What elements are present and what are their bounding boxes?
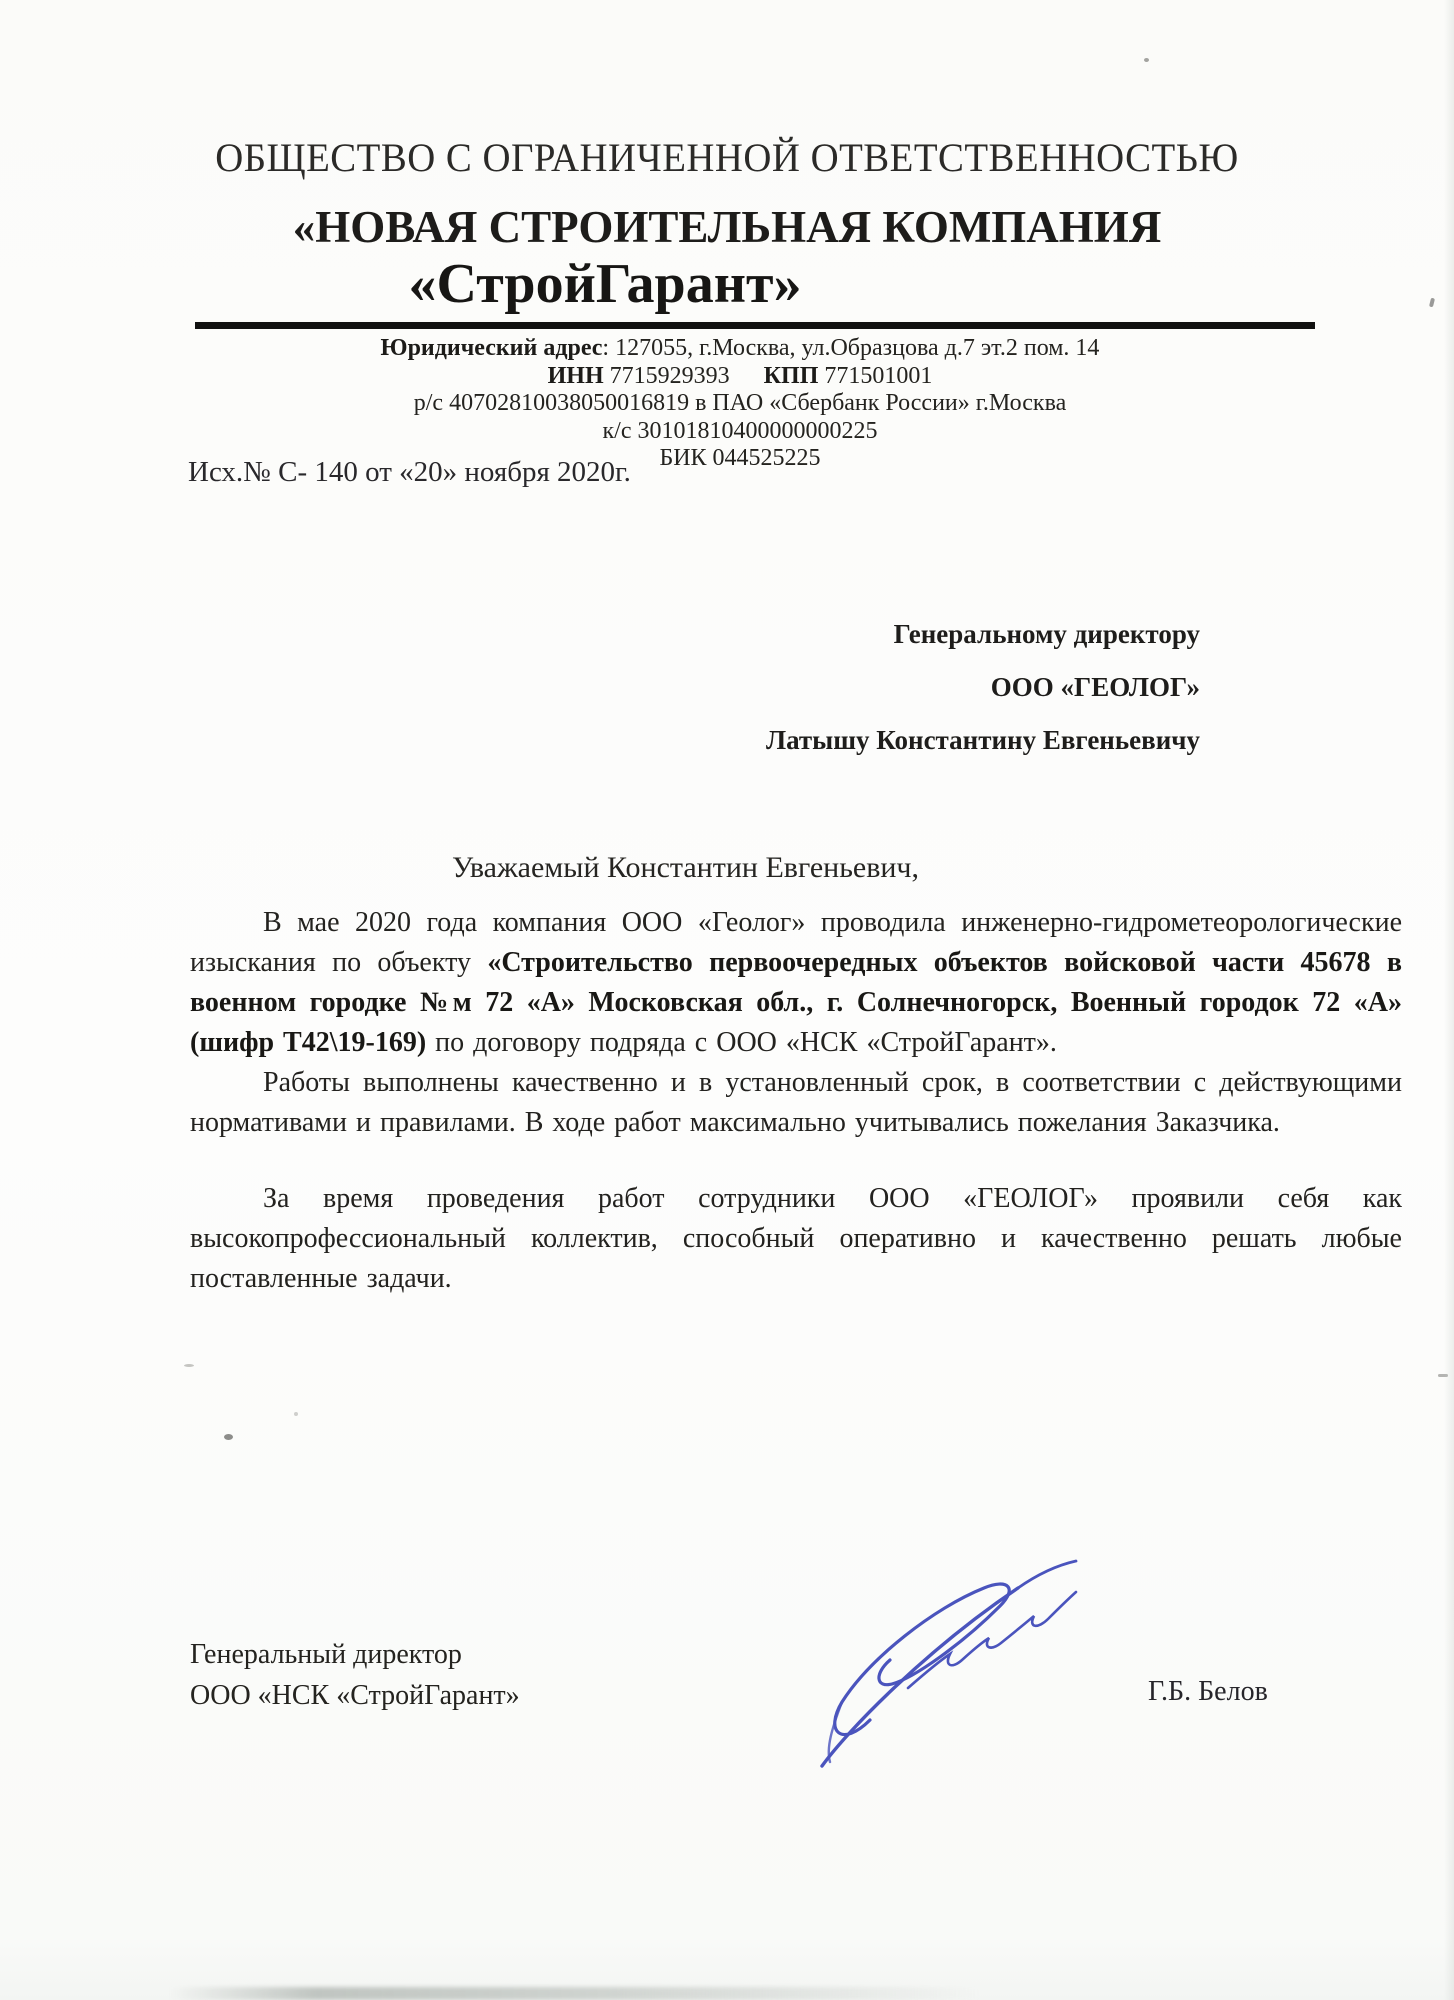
scan-speck (1144, 58, 1149, 62)
settlement-account-line: р/с 40702810038050016819 в ПАО «Сбербанк России» г.Москва (413, 390, 1067, 416)
legal-address-value: : 127055, г.Москва, ул.Образцова д.7 эт.2 пом. 14 (602, 335, 1100, 361)
recipient-block (690, 608, 1200, 767)
company-name-line1: «НОВАЯ СТРОИТЕЛЬНАЯ КОМПАНИЯ (292, 202, 1162, 252)
handwritten-signature-icon (808, 1552, 1108, 1782)
signatory-company: ООО «НСК «СтройГарант» (190, 1680, 520, 1711)
bik-line: БИК 044525225 (659, 445, 821, 471)
inn-value: 7715929393 (603, 362, 730, 389)
letterhead-rule (195, 322, 1315, 329)
recipient-position: Генеральному директору (893, 619, 1200, 649)
paragraph-project-start: В мае 2020 года компания ООО «Геолог» проводила инженерно-гидрометеорологические изыскания по объекту (190, 907, 1402, 978)
legal-address-label: Юридический адрес (380, 335, 603, 361)
signatory-title-block (190, 1634, 520, 1716)
recipient-person: Латышу Константину Евгеньевичу (765, 725, 1200, 755)
scan-speck (1429, 298, 1435, 308)
company-name-line2: «СтройГарант» (408, 253, 802, 315)
scan-edge-shade (1444, 0, 1454, 2000)
paragraph-team: За время проведения работ сотрудники ООО «ГЕОЛОГ» проявили себя как высокопрофессиональный коллектив, способный оперативно и качественно решать любые поставленные задачи. (190, 1183, 1402, 1294)
scan-speck (184, 1364, 194, 1367)
outgoing-number-line: Исх.№ С- 140 от «20» ноября 2020г. (188, 456, 631, 488)
legal-address-line (195, 335, 1285, 363)
paragraph-project-object: «Строительство первоочередных объектов войсковой части 45678 в военном городке №м 72 «А» Московская обл., г. Солнечногорск, Военный городок 72 «А» (шифр Т42\19-169) (190, 947, 1403, 1058)
corr-account-line: к/с 30101810400000000225 (602, 417, 878, 444)
inn-kpp-line (195, 363, 1285, 391)
paragraph-quality: Работы выполнены качественно и в установленный срок, в соответствии с действующими нормативами и правилами. В ходе работ максимально учитывались пожелания Заказчика. (190, 1067, 1402, 1138)
org-type-heading: ОБЩЕСТВО С ОГРАНИЧЕННОЙ ОТВЕТСТВЕННОСТЬЮ (215, 135, 1239, 180)
salutation: Уважаемый Константин Евгеньевич, (452, 851, 920, 884)
paragraph-project-end: по договору подряда с ООО «НСК «СтройГарант». (426, 1027, 1057, 1058)
signer-name: Г.Б. Белов (1148, 1676, 1268, 1707)
recipient-company: ООО «ГЕОЛОГ» (990, 672, 1200, 702)
signatory-position: Генеральный директор (190, 1639, 462, 1670)
scan-speck (294, 1412, 298, 1416)
scan-speck (224, 1434, 233, 1440)
inn-label: ИНН (547, 362, 604, 389)
scan-bottom-shadow (170, 1987, 980, 2000)
paragraph-project (190, 903, 1402, 1063)
requisites-block (195, 335, 1285, 473)
kpp-label: КПП (763, 362, 819, 389)
letter-body (190, 903, 1402, 1299)
kpp-value: 771501001 (818, 362, 933, 389)
